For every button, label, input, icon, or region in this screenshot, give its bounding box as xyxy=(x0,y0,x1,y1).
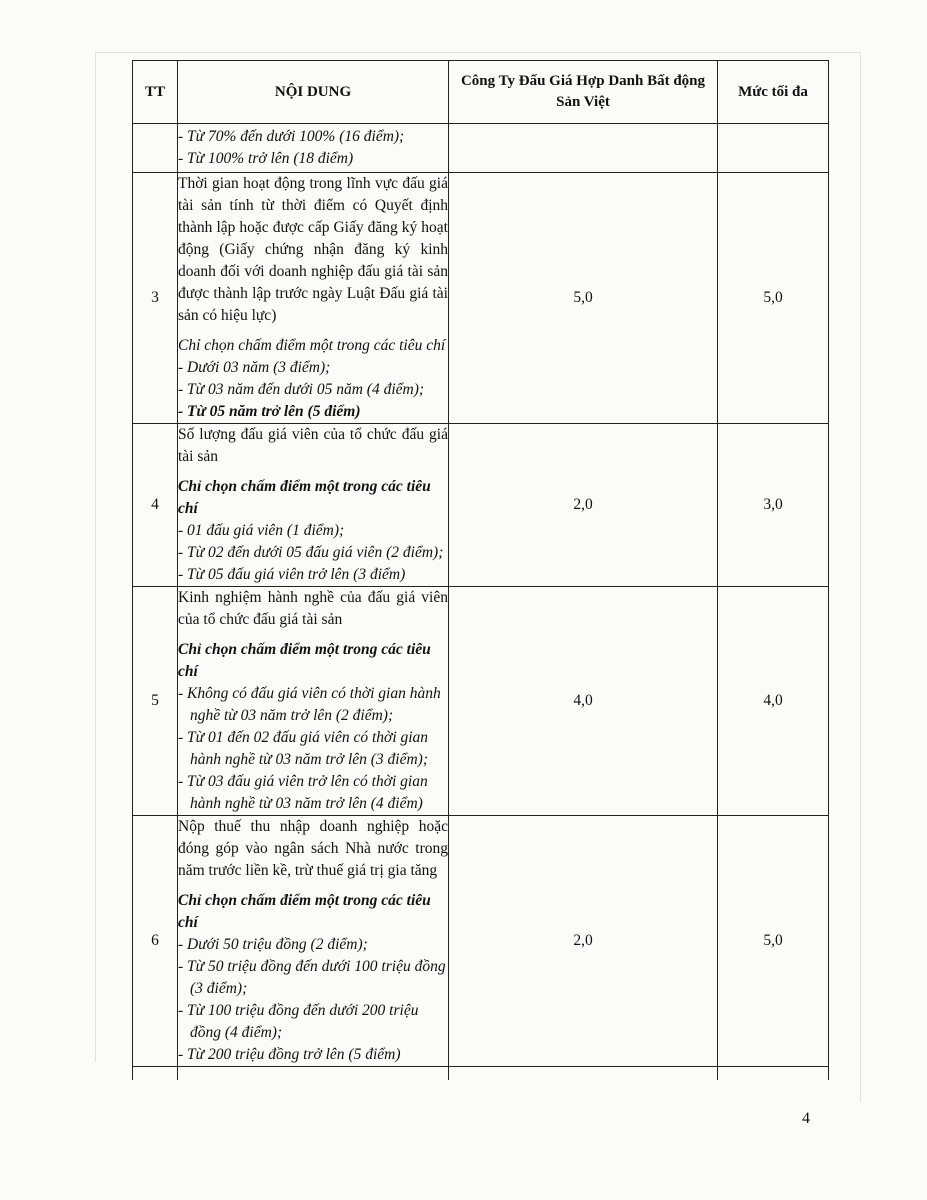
company-score: 2,0 xyxy=(449,424,718,587)
row-number: 6 xyxy=(133,816,178,1067)
bleed-through-line xyxy=(95,52,96,1062)
row-number xyxy=(133,124,178,173)
criterion-description: Nộp thuế thu nhập doanh nghiệp hoặc đóng góp vào ngân sách Nhà nước trong năm trước liền kề, trừ thuế giá trị gia tăng xyxy=(178,818,448,879)
criteria-options xyxy=(178,126,448,170)
table-continuation xyxy=(132,1066,830,1080)
criteria-option: - Từ 05 năm trở lên (5 điểm) xyxy=(178,403,361,420)
criteria-option: - Không có đấu giá viên có thời gian hành nghề từ 03 năm trở lên (2 điểm); xyxy=(178,685,441,724)
company-score: 2,0 xyxy=(449,816,718,1067)
criterion-description: Thời gian hoạt động trong lĩnh vực đấu giá tài sản tính từ thời điểm có Quyết định thành lập hoặc được cấp Giấy đăng ký hoạt động (Giấy chứng nhận đăng ký kinh doanh đối với doanh nghiệp đấu giá tài sản được thành lập trước ngày Luật Đấu giá tài sản có hiệu lực) xyxy=(178,175,448,324)
company-score: 5,0 xyxy=(449,173,718,424)
table-header-row xyxy=(133,61,829,124)
criteria-options xyxy=(178,934,448,1066)
selection-instruction: Chỉ chọn chấm điểm một trong các tiêu chí xyxy=(178,641,431,680)
criteria-option: - Từ 70% đến dưới 100% (16 điểm); xyxy=(178,128,405,145)
selection-instruction: Chỉ chọn chấm điểm một trong các tiêu chí xyxy=(178,892,431,931)
bleed-through-line xyxy=(95,52,860,53)
criteria-option: - Từ 01 đến 02 đấu giá viên có thời gian hành nghề từ 03 năm trở lên (3 điểm); xyxy=(178,729,429,768)
criteria-option: - Từ 03 năm đến dưới 05 năm (4 điểm); xyxy=(178,381,425,398)
criteria-option: - Từ 100 triệu đồng đến dưới 200 triệu đồng (4 điểm); xyxy=(178,1002,419,1041)
table-row xyxy=(133,173,829,424)
criteria-option: - Dưới 50 triệu đồng (2 điểm); xyxy=(178,936,368,953)
criteria-option: - Từ 50 triệu đồng đến dưới 100 triệu đồng (3 điểm); xyxy=(178,958,446,997)
criterion-description: Kinh nghiệm hành nghề của đấu giá viên của tổ chức đấu giá tài sản xyxy=(178,589,448,628)
criterion-description: Số lượng đấu giá viên của tổ chức đấu giá tài sản xyxy=(178,426,448,465)
criteria-options xyxy=(178,683,448,815)
selection-instruction: Chỉ chọn chấm điểm một trong các tiêu chí xyxy=(178,478,431,517)
criterion-content xyxy=(178,124,449,173)
selection-instruction: Chỉ chọn chấm điểm một trong các tiêu chí xyxy=(178,337,446,354)
row-number: 3 xyxy=(133,173,178,424)
max-score: 4,0 xyxy=(718,587,829,816)
max-score: 5,0 xyxy=(718,173,829,424)
criterion-content xyxy=(178,587,449,816)
row-number: 4 xyxy=(133,424,178,587)
company-score xyxy=(449,124,718,173)
criteria-option: - Từ 200 triệu đồng trở lên (5 điểm) xyxy=(178,1046,401,1063)
criteria-option: - Dưới 03 năm (3 điểm); xyxy=(178,359,331,376)
criterion-content xyxy=(178,173,449,424)
criterion-content xyxy=(178,816,449,1067)
criteria-option: - Từ 03 đấu giá viên trở lên có thời gian hành nghề từ 03 năm trở lên (4 điểm) xyxy=(178,773,428,812)
header-content: NỘI DUNG xyxy=(178,61,449,124)
criteria-option: - Từ 02 đến dưới 05 đấu giá viên (2 điểm); xyxy=(178,544,444,561)
company-score: 4,0 xyxy=(449,587,718,816)
criteria-option: - Từ 05 đấu giá viên trở lên (3 điểm) xyxy=(178,566,406,583)
scoring-table xyxy=(132,60,829,1067)
criteria-options xyxy=(178,357,448,423)
max-score: 5,0 xyxy=(718,816,829,1067)
criterion-content xyxy=(178,424,449,587)
page-number: 4 xyxy=(802,1110,810,1127)
max-score xyxy=(718,124,829,173)
criteria-option: - 01 đấu giá viên (1 điểm); xyxy=(178,522,345,539)
table-row xyxy=(133,124,829,173)
table-row xyxy=(133,587,829,816)
row-number: 5 xyxy=(133,587,178,816)
header-max: Mức tối đa xyxy=(718,61,829,124)
max-score: 3,0 xyxy=(718,424,829,587)
criteria-option: - Từ 100% trở lên (18 điểm) xyxy=(178,150,354,167)
header-tt: TT xyxy=(133,61,178,124)
table-row xyxy=(133,816,829,1067)
criteria-options xyxy=(178,520,448,586)
bleed-through-line xyxy=(860,52,861,1102)
table-row xyxy=(133,424,829,587)
header-company: Công Ty Đấu Giá Hợp Danh Bất động Sản Việt xyxy=(449,61,718,124)
